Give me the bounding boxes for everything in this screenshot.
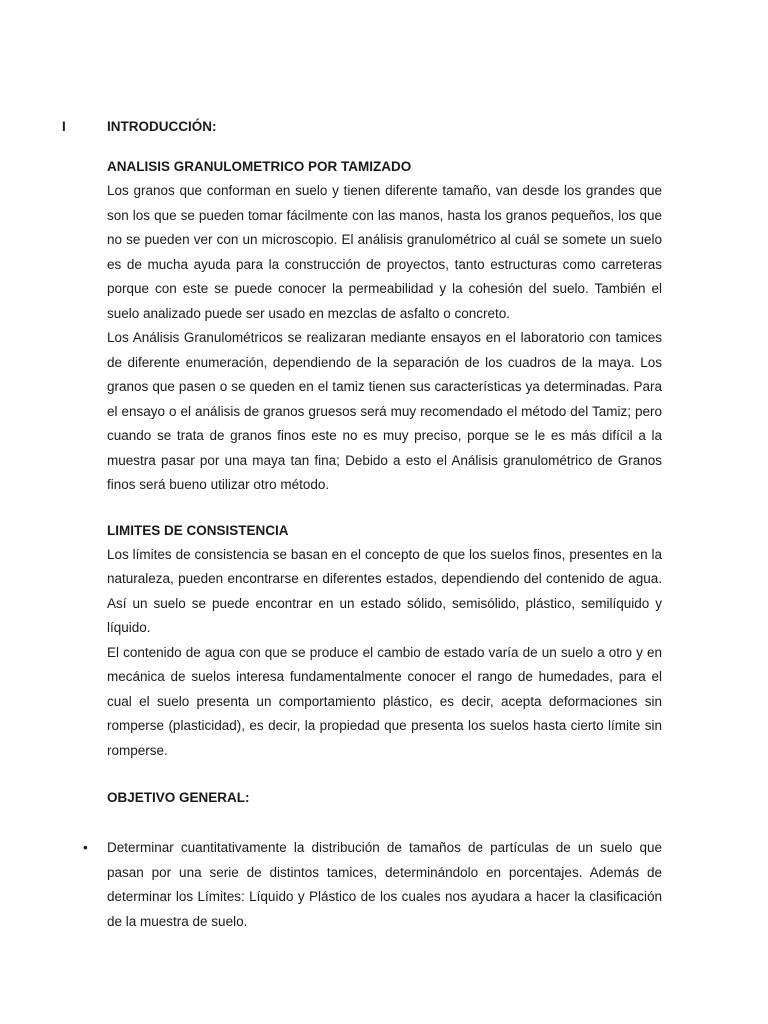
spacer	[107, 763, 662, 789]
section-number: I	[62, 119, 66, 134]
consistency-paragraph-2: El contenido de agua con que se produce el cambio de estado varía de un suelo a otro y en mecánica de suelos interesa fundamentalmente conocer el rango de humedades, para el cual el suelo presenta un comportamiento plástico, es decir, acepta deformaciones sin romperse (plasticidad), es decir, la propiedad que presenta los suelos hasta cierto límite sin romperse.	[107, 644, 662, 758]
consistency-paragraph-1: Los límites de consistencia se basan en el concepto de que los suelos finos, presentes en la naturaleza, pueden encontrarse en diferentes estados, dependiendo del contenido de agua. Así un suelo se puede encontrar en un estado sólido, semisólido, plástico, semilíquido y líquido.	[107, 546, 662, 635]
objective-heading: OBJETIVO GENERAL:	[107, 790, 250, 805]
granulometric-paragraph-1: Los granos que conforman en suelo y tienen diferente tamaño, van desde los grandes que son los que se pueden tomar fácilmente con las manos, hasta los granos pequeños, los que no se pueden ver con un microscopio. El análisis granulométrico al cuál se somete un suelo es de mucha ayuda para la construcción de proyectos, tanto estructuras como carreteras porque con este se puede conocer la permeabilidad y la cohesión del suelo. También el suelo analizado puede ser usado en mezclas de asfalto o concreto.	[107, 183, 662, 321]
granulometric-heading: ANALISIS GRANULOMETRICO POR TAMIZADO	[107, 159, 412, 174]
spacer	[107, 498, 662, 522]
section-title: INTRODUCCIÓN:	[107, 119, 217, 134]
bullet-icon: •	[83, 840, 88, 855]
document-body	[107, 118, 662, 807]
granulometric-paragraph-2: Los Análisis Granulométricos se realizaran mediante ensayos en el laboratorio con tamices de diferente enumeración, dependiendo de la separación de los cuadros de la maya. Los granos que pasen o se queden en el tamiz tienen sus características ya determinadas. Para el ensayo o el análisis de granos gruesos será muy recomendado el método del Tamiz; pero cuando se trata de granos finos este no es muy preciso, porque se le es más difícil a la muestra pasar por una maya tan fina; Debido a esto el Análisis granulométrico de Granos finos será bueno utilizar otro método.	[107, 330, 662, 492]
consistency-heading: LIMITES DE CONSISTENCIA	[107, 522, 289, 538]
objective-item: Determinar cuantitativamente la distribución de tamaños de partículas de un suelo que pasan por una serie de distintos tamices, determinándolo en porcentajes. Además de determinar los Límites: Líquido y Plástico de los cuales nos ayudara a hacer la clasificación de la muestra de suelo.	[107, 840, 662, 929]
